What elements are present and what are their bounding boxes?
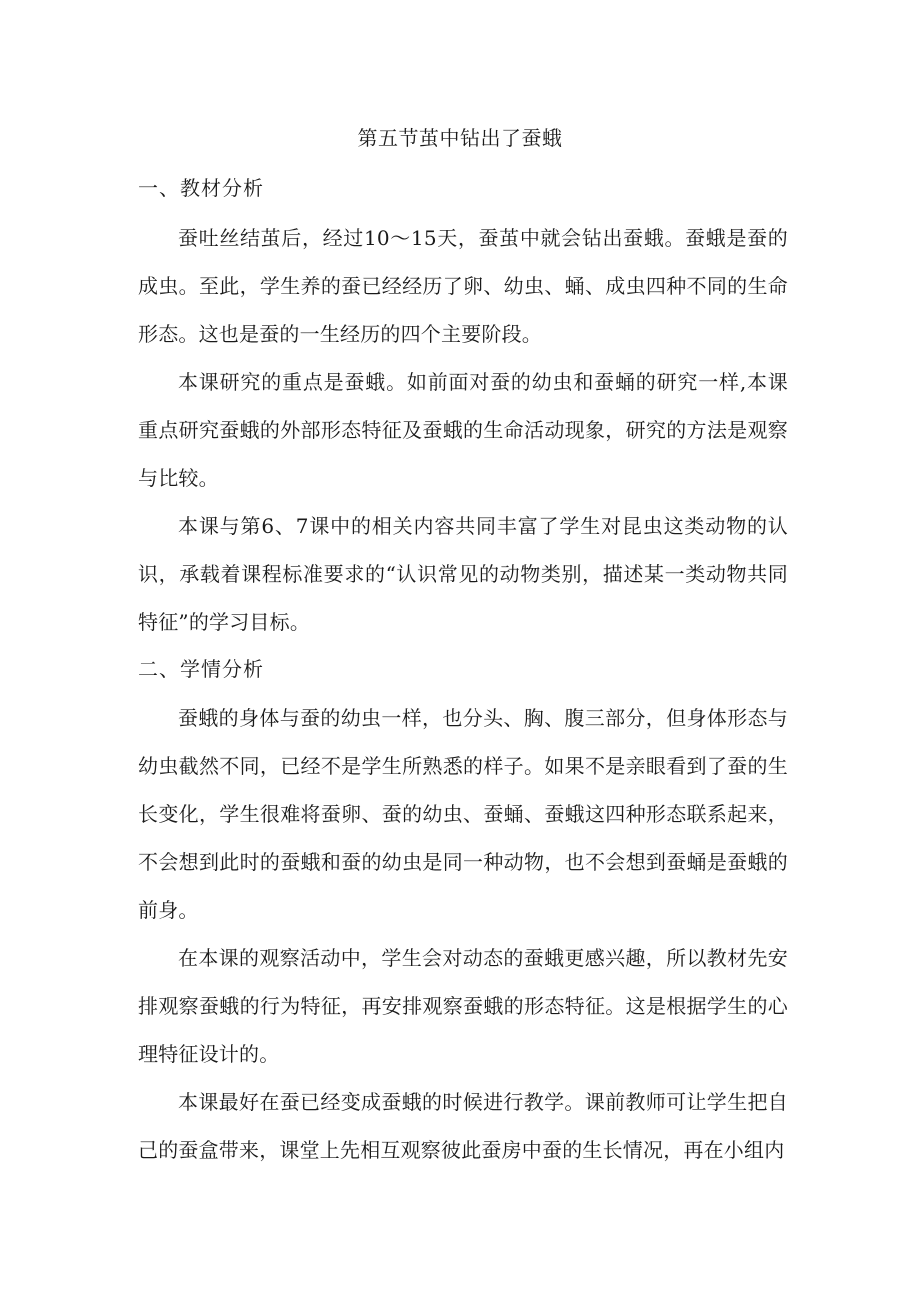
paragraph-learner-3: 本课最好在蚕已经变成蚕蛾的时候进行教学。课前教师可让学生把自己的蚕盒带来，课堂上先相互观察彼此蚕房中蚕的生长情况，再在小组内 (138, 1090, 788, 1162)
section-heading-textbook-analysis: 一、教材分析 (138, 176, 264, 200)
document-title: 第五节茧中钻出了蚕蛾 (357, 126, 563, 150)
section-heading-learner-analysis: 二、学情分析 (138, 657, 264, 681)
paragraph-textbook-1: 蚕吐丝结茧后，经过10～15天，蚕茧中就会钻出蚕蛾。蚕蛾是蚕的成虫。至此，学生养的蚕已经经历了卵、幼虫、蛹、成虫四种不同的生命形态。这也是蚕的一生经历的四个主要阶段。 (138, 226, 788, 346)
paragraph-learner-1: 蚕蛾的身体与蚕的幼虫一样，也分头、胸、腹三部分，但身体形态与幼虫截然不同，已经不是学生所熟悉的样子。如果不是亲眼看到了蚕的生长变化，学生很难将蚕卵、蚕的幼虫、蚕蛹、蚕蛾这四种形态联系起来，不会想到此时的蚕蛾和蚕的幼虫是同一种动物，也不会想到蚕蛹是蚕蛾的前身。 (138, 706, 788, 922)
paragraph-textbook-3: 本课与第6、7课中的相关内容共同丰富了学生对昆虫这类动物的认识，承载着课程标准要求的“认识常见的动物类别，描述某一类动物共同特征”的学习目标。 (138, 514, 788, 634)
paragraph-learner-2: 在本课的观察活动中，学生会对动态的蚕蛾更感兴趣，所以教材先安排观察蚕蛾的行为特征，再安排观察蚕蛾的形态特征。这是根据学生的心理特征设计的。 (138, 946, 788, 1066)
paragraph-textbook-2: 本课研究的重点是蚕蛾。如前面对蚕的幼虫和蚕蛹的研究一样,本课重点研究蚕蛾的外部形态特征及蚕蛾的生命活动现象，研究的方法是观察与比较。 (138, 370, 788, 490)
